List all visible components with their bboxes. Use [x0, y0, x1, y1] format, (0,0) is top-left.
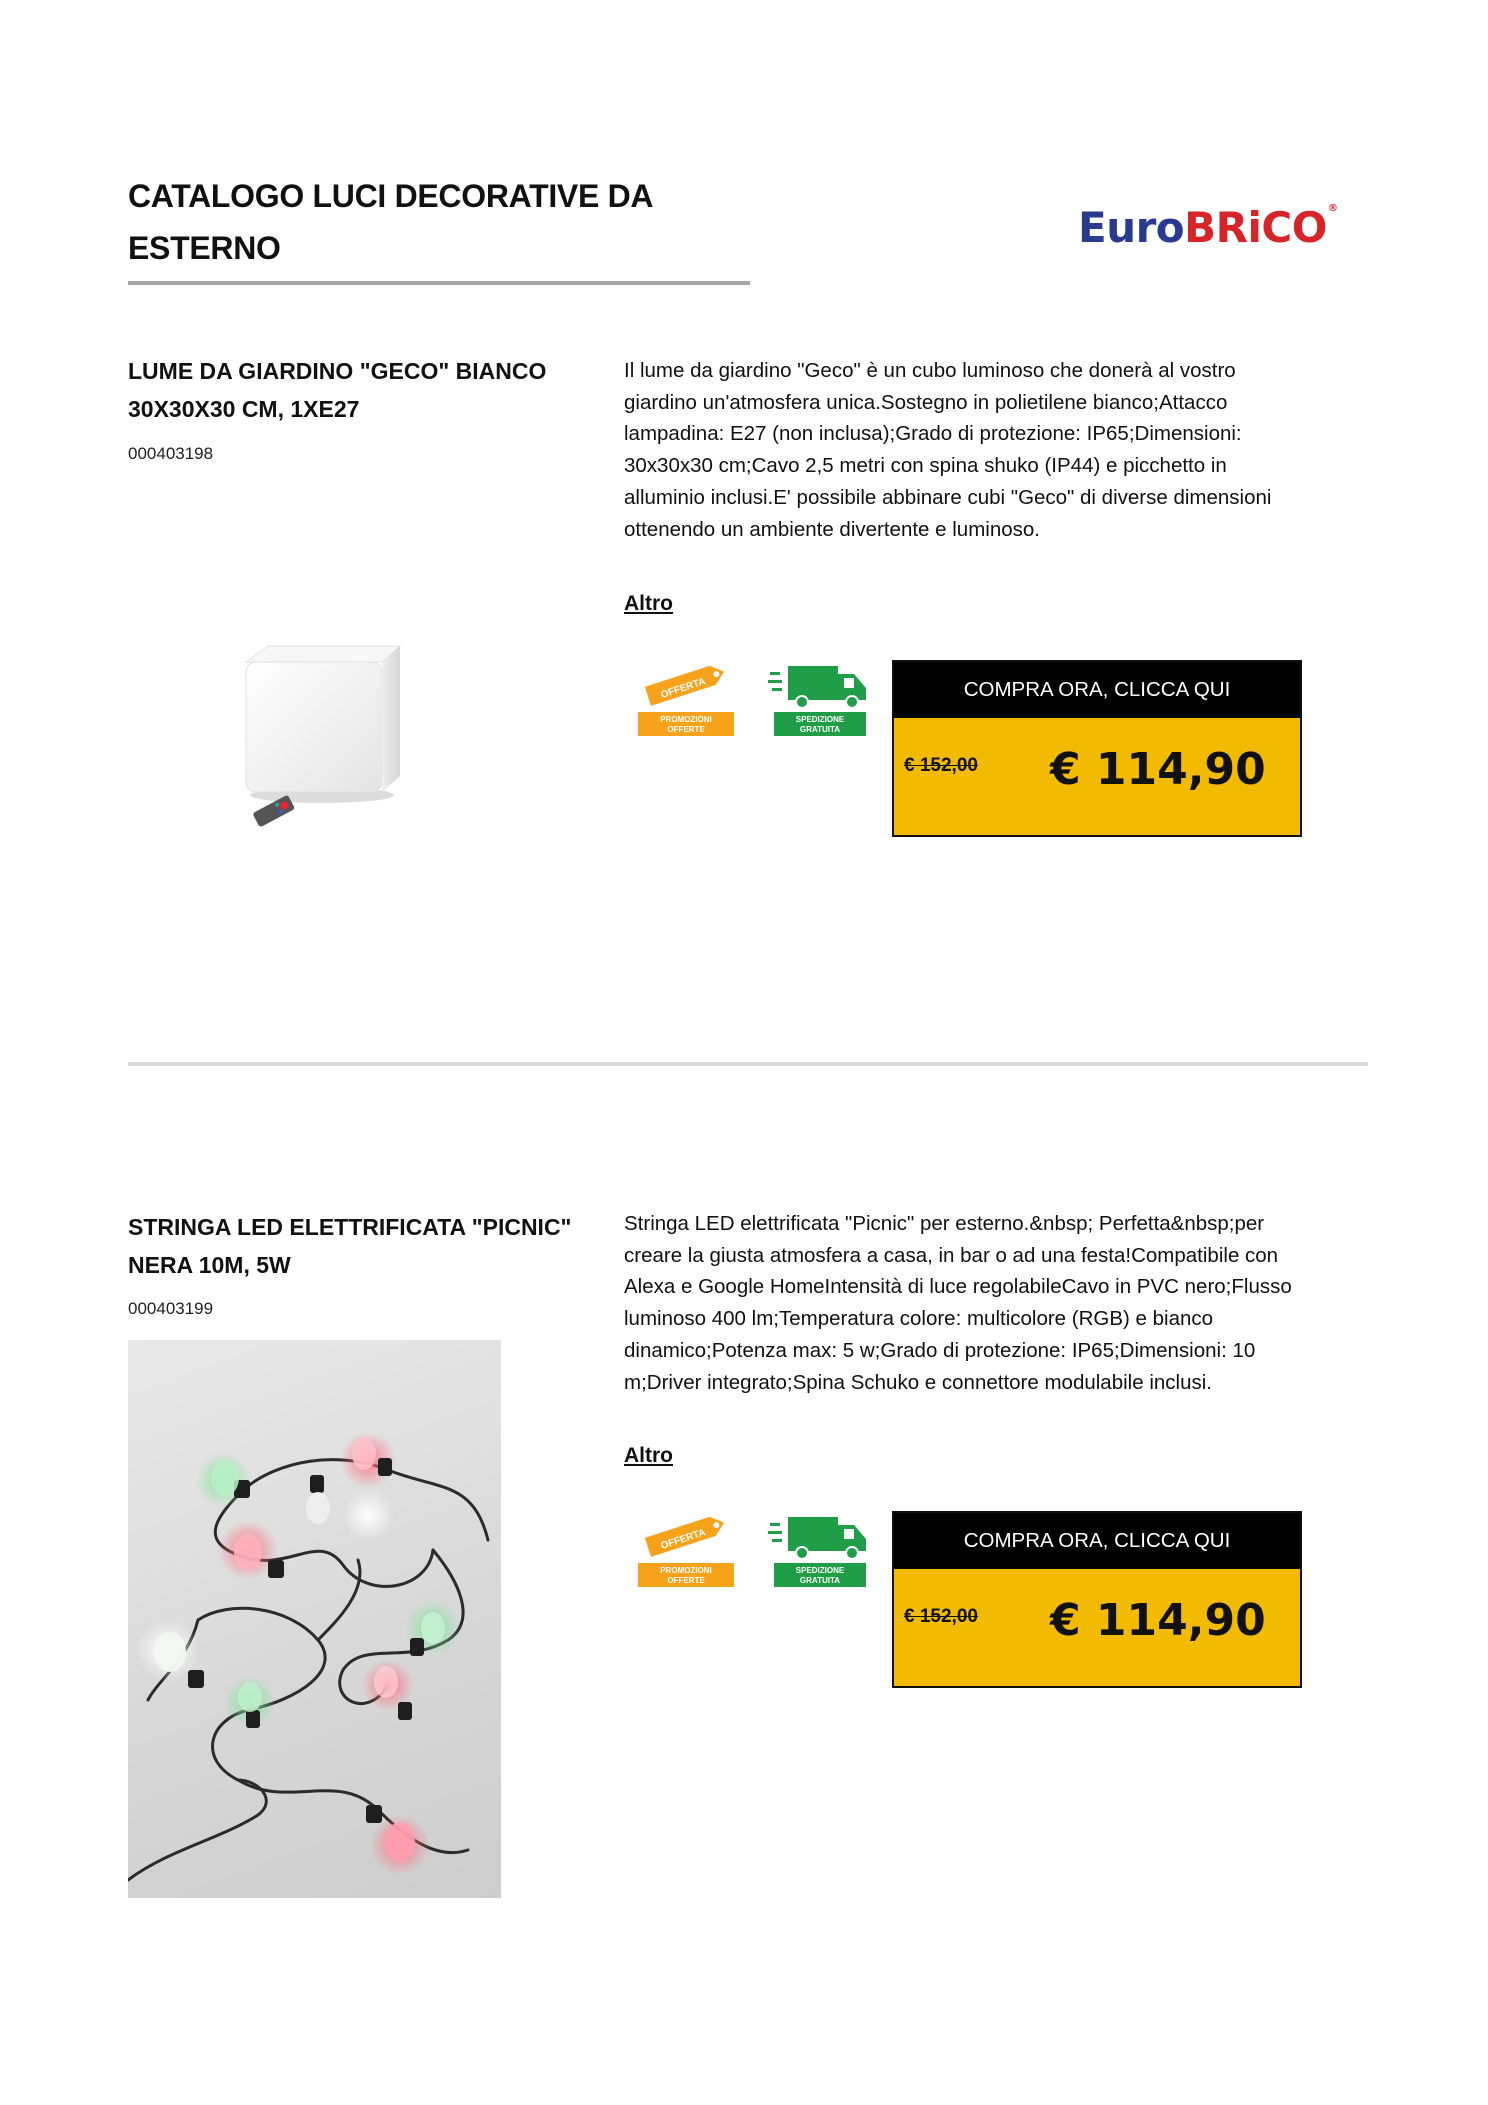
- offer-line-2: OFFERTE: [667, 725, 705, 734]
- shipping-line-2: GRATUITA: [799, 725, 841, 734]
- offer-badge: [636, 662, 736, 738]
- delivery-truck-icon: [768, 660, 870, 738]
- buy-now-box[interactable]: [892, 660, 1302, 837]
- offer-line-1: PROMOZIONI: [660, 715, 712, 724]
- logo-registered-mark: ®: [1327, 203, 1338, 214]
- delivery-truck-icon: [768, 1511, 870, 1589]
- product-name: STRINGA LED ELETTRIFICATA "PICNIC" NERA 10M, 5W: [128, 1214, 572, 1278]
- offer-tag-icon: [636, 662, 736, 738]
- old-price: € 152,00: [904, 1606, 978, 1627]
- offer-line-2: OFFERTE: [667, 1576, 705, 1585]
- shipping-line-1: SPEDIZIONE: [795, 1566, 845, 1575]
- shipping-line-2: GRATUITA: [799, 1576, 841, 1585]
- product-description: Stringa LED elettrificata "Picnic" per esterno.&nbsp; Perfetta&nbsp;per creare la giusta atmosfera a casa, in bar o ad una festa!Compatibile con Alexa e Google HomeIntensità di luce regolabileCavo in PVC nero;Flusso luminoso 400 lm;Temperatura colore: multicolore (RGB) e bianco dinamico;Potenza max: 5 w;Grado di protezione: IP65;Dimensioni: 10 m;Driver integrato;Spina Schuko e connettore modulabile inclusi.: [624, 1212, 1292, 1394]
- cube-lamp-illustration: [240, 640, 410, 830]
- free-shipping-badge: [768, 660, 870, 738]
- more-link[interactable]: Altro: [624, 1444, 673, 1467]
- led-string-illustration: [128, 1340, 501, 1898]
- old-price: € 152,00: [904, 755, 978, 776]
- section-divider: [128, 1062, 1368, 1066]
- offer-tag-text: OFFERTA: [659, 1527, 708, 1552]
- free-shipping-badge: [768, 1511, 870, 1589]
- buy-now-label[interactable]: COMPRA ORA, CLICCA QUI: [894, 1513, 1300, 1569]
- current-price: € 114,90: [1050, 744, 1266, 795]
- product-image-led-string: [128, 1340, 501, 1898]
- catalog-title: CATALOGO LUCI DECORATIVE DA ESTERNO: [128, 178, 653, 266]
- offer-badge: [636, 1513, 736, 1589]
- buy-now-box[interactable]: [892, 1511, 1302, 1688]
- product-description: Il lume da giardino "Geco" è un cubo luminoso che donerà al vostro giardino un'atmosfera unica.Sostegno in polietilene bianco;Attacco lampadina: E27 (non inclusa);Grado di protezione: IP65;Dimensioni: 30x30x30 cm;Cavo 2,5 metri con spina shuko (IP44) e picchetto in alluminio inclusi.E' possibile abbinare cubi "Geco" di diverse dimensioni ottenendo un ambiente divertente e luminoso.: [624, 359, 1272, 541]
- shipping-line-1: SPEDIZIONE: [795, 715, 845, 724]
- offer-tag-icon: [636, 1513, 736, 1589]
- current-price: € 114,90: [1050, 1595, 1266, 1646]
- offer-tag-text: OFFERTA: [659, 676, 708, 701]
- title-rule: [128, 281, 750, 285]
- offer-line-1: PROMOZIONI: [660, 1566, 712, 1575]
- buy-now-label[interactable]: COMPRA ORA, CLICCA QUI: [894, 662, 1300, 718]
- product-name: LUME DA GIARDINO "GECO" BIANCO 30X30X30 CM, 1XE27: [128, 358, 547, 422]
- more-link[interactable]: Altro: [624, 592, 673, 615]
- logo-part-euro: Euro: [1078, 203, 1185, 252]
- product-image-cube-lamp: [240, 640, 410, 830]
- product-code: 000403198: [128, 444, 214, 463]
- logo-part-brico: BRiCO: [1184, 203, 1327, 252]
- product-code: 000403199: [128, 1299, 214, 1318]
- eurobrico-logo: [1078, 203, 1337, 252]
